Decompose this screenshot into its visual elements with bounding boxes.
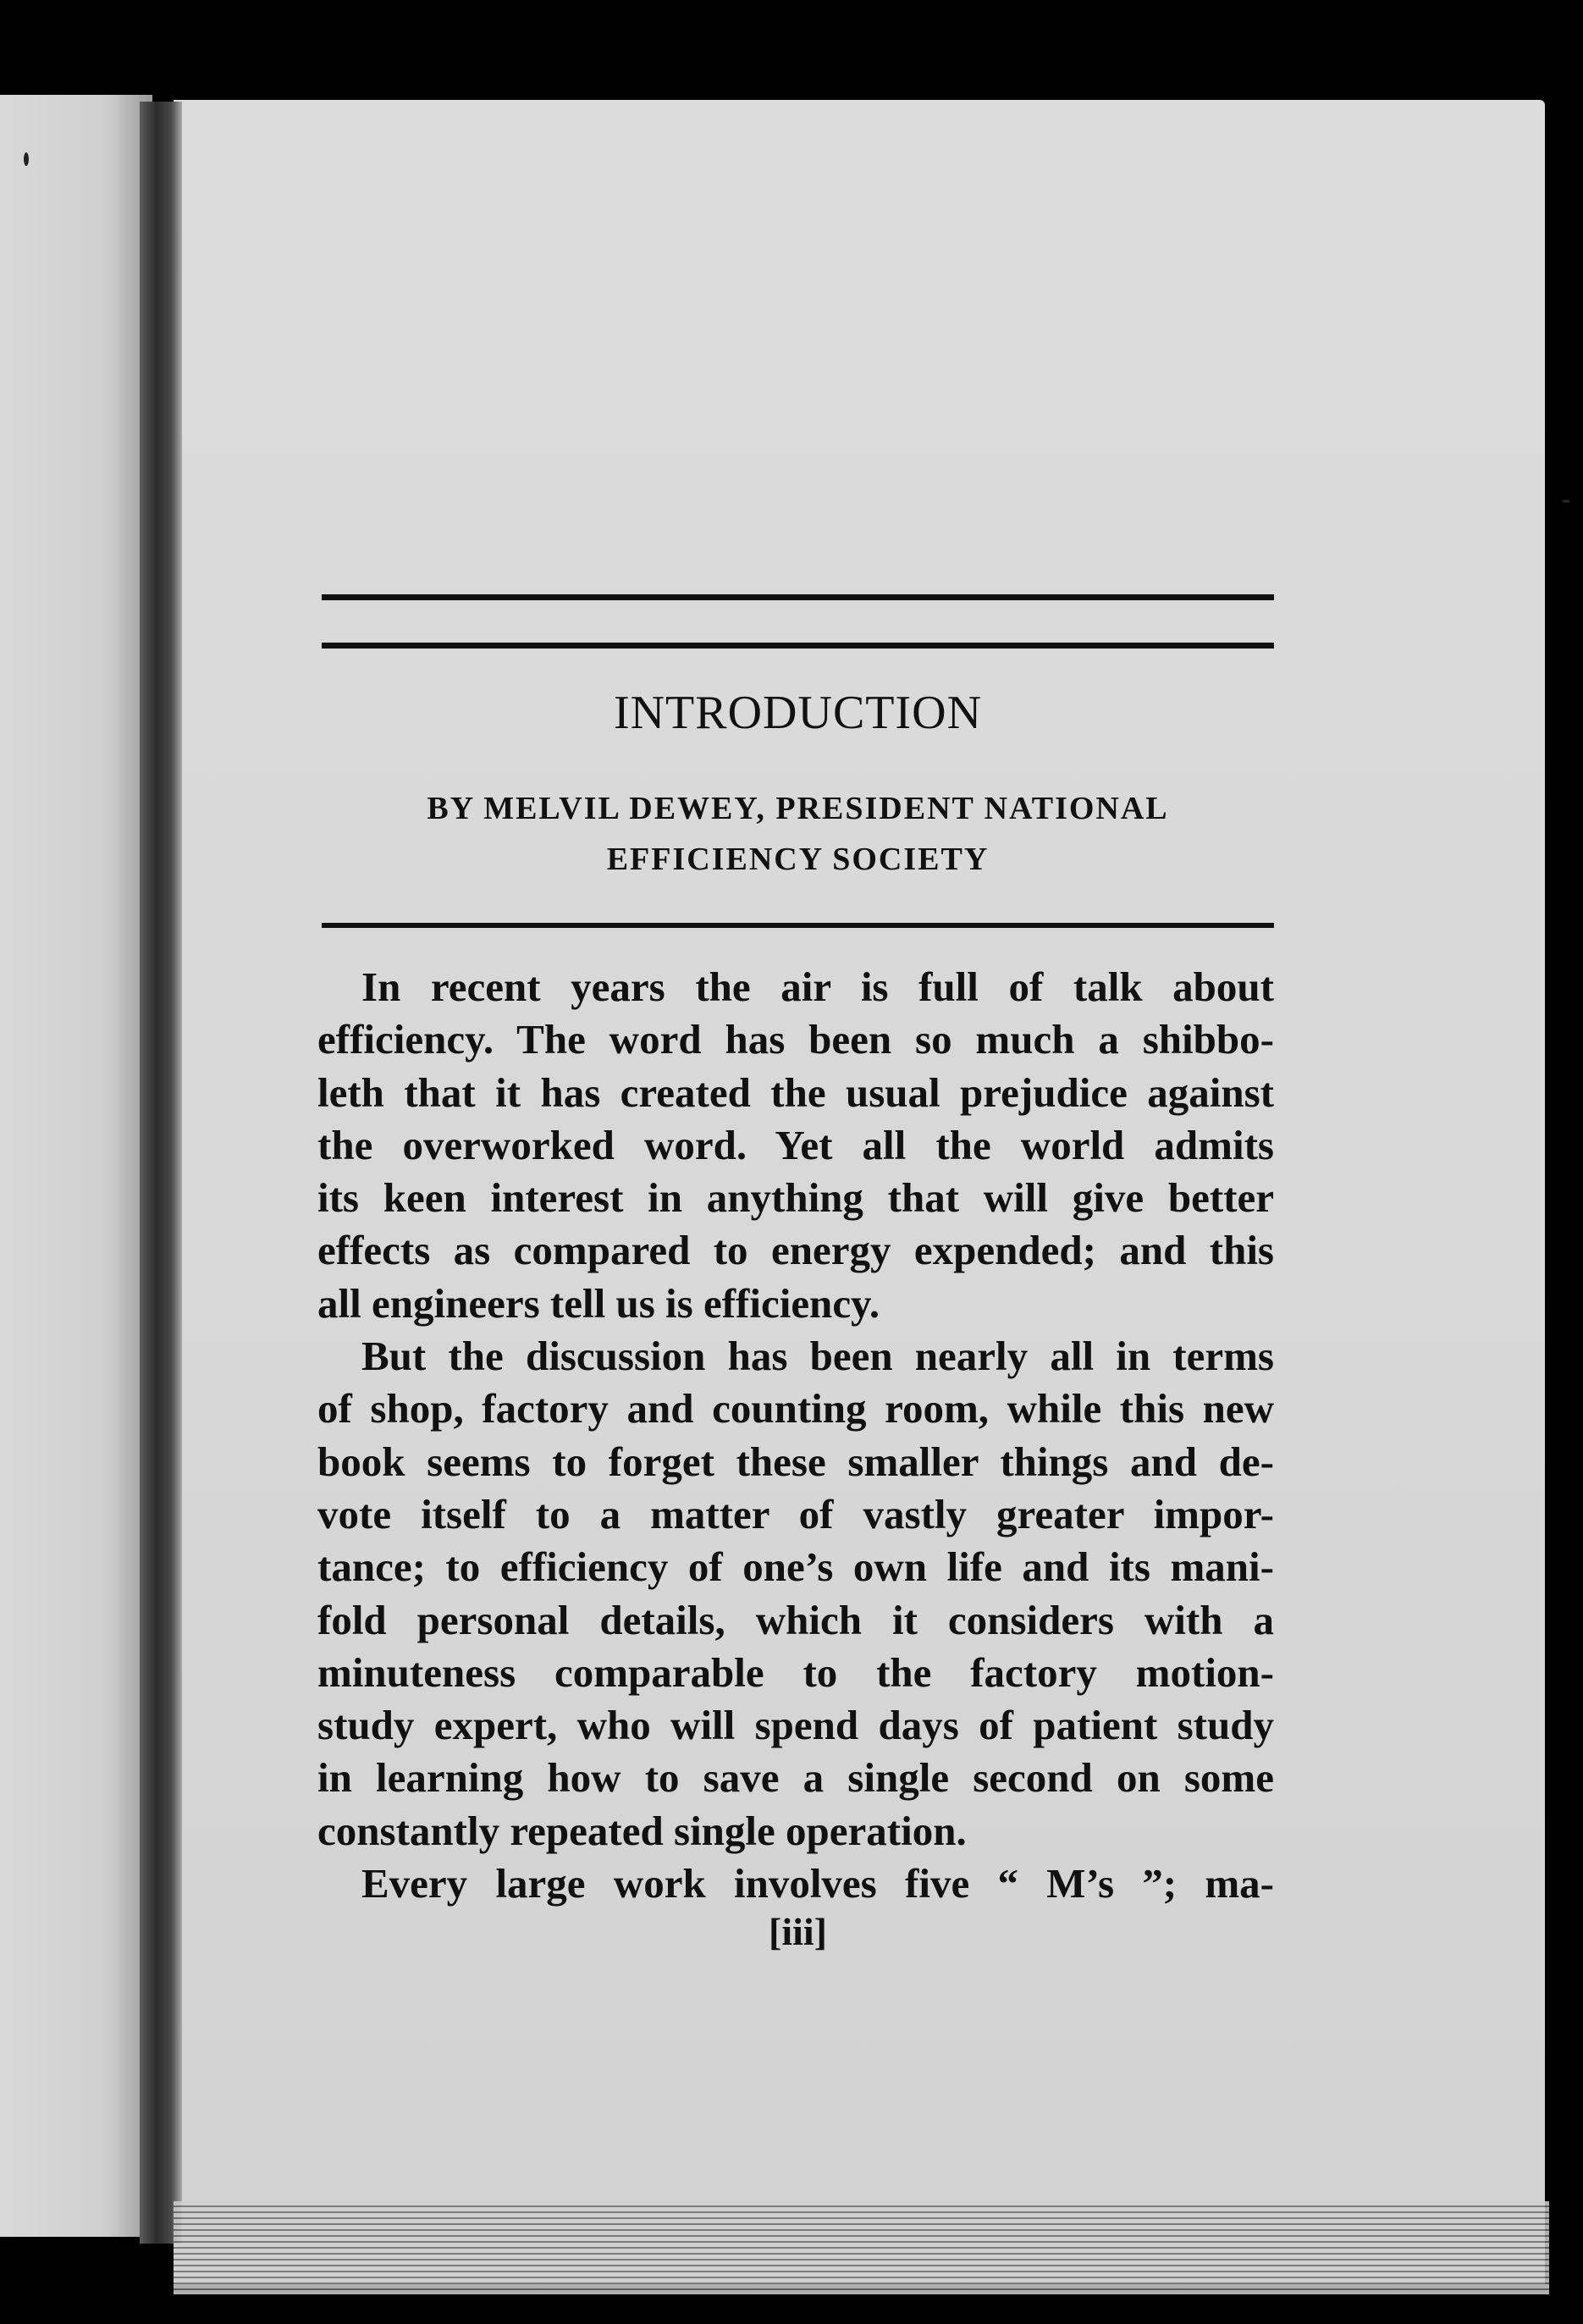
text-line: of shop, factory and counting room, while this new xyxy=(317,1385,1274,1432)
page-edges xyxy=(174,2201,1549,2294)
text-line: study expert, who will spend days of patient study xyxy=(317,1702,1274,1749)
chapter-title: INTRODUCTION xyxy=(613,687,983,739)
text-line: minuteness comparable to the factory motion- xyxy=(317,1648,1274,1696)
text-line: But the discussion has been nearly all in terms xyxy=(361,1333,1274,1380)
text-line: fold personal details, which it considers with a xyxy=(317,1596,1274,1643)
text-line: leth that it has created the usual prejudice against xyxy=(317,1068,1274,1116)
byline xyxy=(322,783,1274,885)
text-line: in learning how to save a single second on some xyxy=(317,1754,1274,1802)
text-line: all engineers tell us is efficiency. xyxy=(317,1279,880,1327)
scan-speck xyxy=(1562,500,1570,503)
text-line: vote itself to a matter of vastly greater impor- xyxy=(317,1490,1274,1537)
text-line: the overworked word. Yet all the world admits xyxy=(317,1121,1274,1168)
byline-line-1: BY MELVIL DEWEY, PRESIDENT NATIONAL xyxy=(427,791,1169,826)
text-line: efficiency. The word has been so much a shibbo- xyxy=(317,1016,1274,1063)
text-line: its keen interest in anything that will give better xyxy=(317,1174,1274,1222)
scan-speck xyxy=(24,152,29,166)
text-line: effects as compared to energy expended; and this xyxy=(317,1227,1274,1274)
heading-rule xyxy=(322,923,1274,928)
facing-page xyxy=(0,95,152,2237)
book-gutter xyxy=(140,102,182,2244)
top-rule xyxy=(322,594,1274,600)
text-line: In recent years the air is full of talk about xyxy=(361,963,1274,1010)
page-number: [iii] xyxy=(769,1910,827,1953)
text-line: tance; to efficiency of one’s own life and its mani- xyxy=(317,1543,1274,1591)
body-text xyxy=(317,961,1274,1910)
second-rule xyxy=(322,643,1274,649)
text-line: constantly repeated single operation. xyxy=(317,1807,967,1854)
text-line: book seems to forget these smaller things and de- xyxy=(317,1438,1274,1485)
byline-line-2: EFFICIENCY SOCIETY xyxy=(606,842,990,877)
text-line: Every large work involves five “ M’s ”; ma- xyxy=(361,1860,1274,1907)
